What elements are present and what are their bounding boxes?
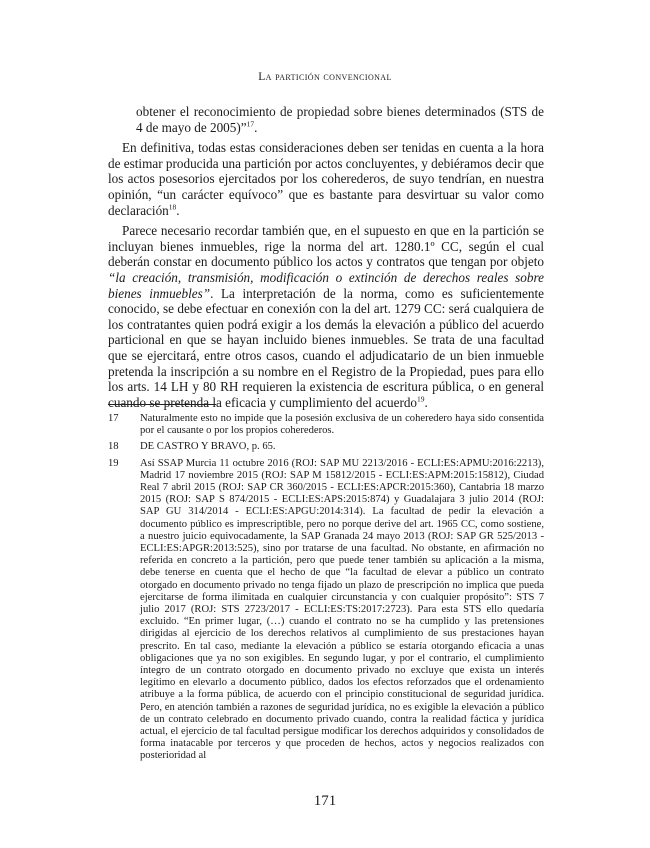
footnote-separator	[108, 404, 216, 405]
paragraph-text: .	[254, 119, 258, 135]
paragraph	[108, 140, 544, 218]
paragraph-text: .	[424, 394, 428, 410]
paragraph-text: .	[176, 202, 180, 218]
footnote-18	[108, 441, 544, 453]
footnote-number: 19	[108, 457, 119, 469]
footnote-ref-17[interactable]: 17	[246, 119, 255, 129]
footnote-text: Naturalmente esto no impide que la posesión exclusiva de un coheredero haya sido consentida por el causante o por los propios coherederos.	[140, 413, 544, 437]
paragraph-text: En definitiva, todas estas consideraciones deben ser tenidas en cuenta a la hora de estimar producida una partición por actos concluyentes, y debiéramos decir que los actos posesorios ejercitados por los coherederos, de suyo tendrían, en nuestra opinión, “un carácter equívoco” que es bastante para desvirtuar su valor como declaración	[108, 140, 544, 218]
footnote-text: DE CASTRO Y BRAVO, p. 65.	[140, 441, 276, 453]
footnote-ref-19[interactable]: 19	[417, 394, 425, 404]
running-head: La partición convencional	[258, 71, 392, 83]
footnote-ref-18[interactable]: 18	[168, 202, 177, 212]
footnote-17	[108, 413, 544, 437]
footnote-number: 18	[108, 441, 119, 453]
paragraph-text: . La interpretación de la norma, como es suficientemente conocido, se debe efectuar en conexión con la del art. 1279 CC: será cualquiera de los contratantes quien podrá exigir a los demás la elevación a público del acuerdo particional en que se hayan incluido bienes inmuebles. Se trata de una facultad que se ejercitará, entre otros casos, cuando el adjudicatario de un bien inmueble pretenda la inscripción a su nombre en el Registro de la Propiedad, pues para ello los arts. 14 LH y 80 RH requieren la existencia de escritura pública, o en general cuando se pretenda la eficacia y cumplimiento del acuerdo	[108, 285, 544, 410]
paragraph-continuation	[136, 104, 544, 135]
paragraph-text: obtener el reconocimiento de propiedad sobre bienes determinados (STS de 4 de mayo de 2005)”	[136, 104, 544, 135]
quoted-law-text: “la creación, transmisión, modificación o extinción de derechos reales sobre bienes inmuebles”	[108, 269, 544, 301]
footnote-text: Así SSAP Murcia 11 octubre 2016 (ROJ: SAP MU 2213/2016 - ECLI:ES:APMU:2016:2213), Madrid 17 noviembre 2015 (ROJ: SAP M 15812/2015 - ECLI:ES:APM:2015:15812), Ciudad Real 7 abril 2015 (ROJ: SAP CR 360/2015 - ECLI:ES:APCR:2015:360), Cantabria 18 marzo 2015 (ROJ: SAP S 874/2015 - ECLI:ES:APS:2015:874) y Guadalajara 3 julio 2014 (ROJ: SAP GU 314/2014 - ECLI:ES:APGU:2014:314). La facultad de pedir la elevación a documento público es imprescriptible, pero no porque derive del art. 1965 CC, como sostiene, a nuestro juicio equivocadamente, la SAP Granada 24 mayo 2013 (ROJ: SAP GR 525/2013 - ECLI:ES:APGR:2013:525), sino por tratarse de una facultad. No obstante, en afirmación no referida en concreto a la partición, pero que puede tener también su aplicación a la misma, debe tenerse en cuenta que el hecho de que “la facultad de elevar a público un contrato otorgado en documento privado no tenga fijado un plazo de prescripción no implica que pueda ejercitarse de forma ilimitada en cualquier circunstancia y con cualquier propósito”: STS 7 julio 2017 (ROJ: STS 2723/2017 - ECLI:ES:TS:2017:2723). Para esta STS ello quedaría excluido. “En primer lugar, (…) cuando el contrato no se ha cumplido y las pretensiones dirigidas al ejercicio de los derechos relativos al cumplimiento de sus prestaciones hayan prescrito. En tal caso, mediante la elevación a público se estaría otorgando eficacia a unas obligaciones que ya no son exigibles. En segundo lugar, y por el contrario, el cumplimiento íntegro de un contrato otorgado en documento privado no excluye que exista un interés legítimo en elevarlo a documento público, dados los efectos reforzados que el ordenamiento atribuye a la forma pública, de acuerdo con el principio constitucional de seguridad jurídica. Pero, en atención también a razones de seguridad jurídica, no es exigible la elevación a público de un contrato celebrado en documento privado cuando, contra la realidad fáctica y jurídica actual, el ejercicio de tal facultad persigue modificar los derechos adquiridos y consolidados de forma inatacable por terceros y que proceden de hechos, actos y negocios realizados con posterioridad al	[140, 457, 544, 762]
page-number: 171	[313, 793, 337, 809]
footnote-19	[108, 458, 544, 763]
paragraph	[108, 223, 544, 410]
footnote-number: 17	[108, 413, 119, 424]
main-text	[108, 104, 544, 415]
paragraph-text: Parece necesario recordar también que, en el supuesto en que en la partición se incluyan bienes inmuebles, rige la norma del art. 1280.1º CC, según el cual deberán constar en documento público los actos y contratos que tengan por objeto	[108, 223, 544, 270]
footnotes	[108, 413, 544, 767]
